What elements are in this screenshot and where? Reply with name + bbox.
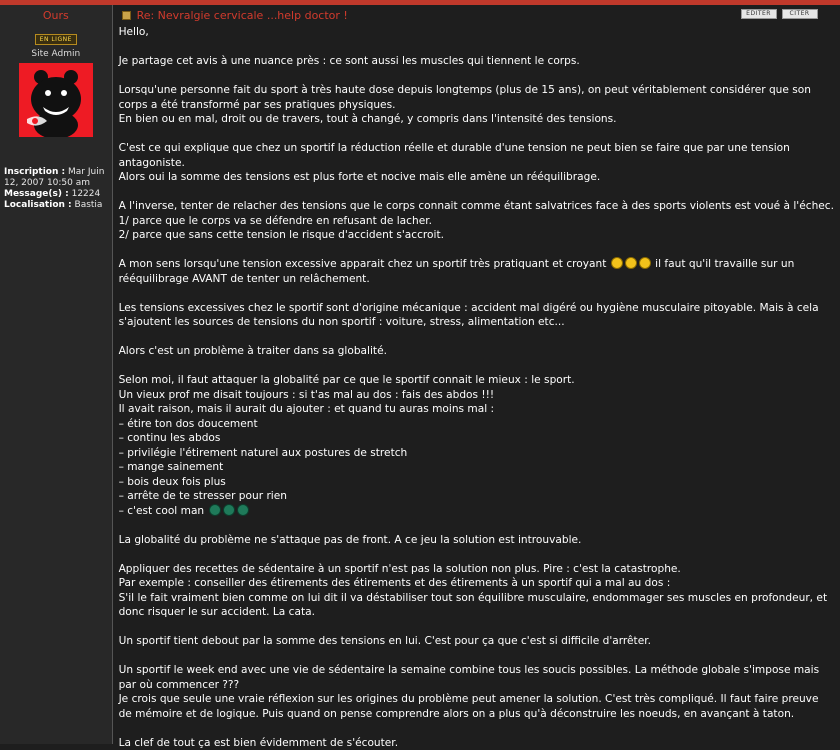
list-last-text: – c'est cool man [119, 505, 205, 517]
grin-smiley-icon [209, 504, 221, 516]
confused-smiley-icon [625, 257, 637, 269]
post-icon [122, 11, 131, 20]
user-info [0, 167, 112, 211]
location-row [4, 200, 112, 211]
paragraph-5b: il faut qu'il travaille sur un rééquilibrage AVANT de tenter un relâchement. [119, 258, 795, 285]
list-item: – arrête de te stresser pour rien [119, 489, 834, 504]
confused-smiley-icon [639, 257, 651, 269]
messages-row [4, 189, 112, 200]
list-item: – privilégie l'étirement naturel aux postures de stretch [119, 446, 834, 461]
paragraph-11: Un sportif tient debout par la somme des tensions en lui. C'est pour ça que c'est si difficile d'arrêter. [119, 634, 834, 649]
paragraph-5 [119, 257, 834, 286]
inscription-value: Mar Juin 12, 2007 10:50 am [4, 167, 104, 188]
avatar [19, 63, 93, 137]
list-item: – mange sainement [119, 460, 834, 475]
paragraph-10b: Par exemple : conseiller des étirements des étirements et des étirements à un sportif qui a mal au dos : [119, 576, 834, 591]
paragraph-5a: A mon sens lorsqu'une tension excessive apparait chez un sportif très pratiquant et croyant [119, 258, 607, 270]
paragraph-2a: Lorsqu'une personne fait du sport à très haute dose depuis longtemps (plus de 15 ans), on peut véritablement considérer que son corps a été transformé par ses pratiques physiques. [119, 83, 834, 112]
user-profile-panel [0, 5, 113, 744]
post-body [113, 5, 840, 744]
list-item: – continu les abdos [119, 431, 834, 446]
list-item: – étire ton dos doucement [119, 417, 834, 432]
inscription-row [4, 167, 112, 189]
list-item-last [119, 504, 834, 519]
paragraph-1: Je partage cet avis à une nuance près : ce sont aussi les muscles qui tiennent le corps. [119, 54, 834, 69]
forum-post-row [0, 5, 840, 744]
bear-avatar-icon [19, 63, 93, 137]
paragraph-8a: Selon moi, il faut attaquer la globalité par ce que le sportif connait le mieux : le sport. [119, 373, 834, 388]
paragraph-9: La globalité du problème ne s'attaque pas de front. A ce jeu la solution est introuvable. [119, 533, 834, 548]
post-content [119, 25, 834, 750]
paragraph-10a: Appliquer des recettes de sédentaire à un sportif n'est pas la solution non plus. Pire : c'est la catastrophe. [119, 562, 834, 577]
paragraph-6: Les tensions excessives chez le sportif sont d'origine mécanique : accident mal digéré ou hygiène musculaire pitoyable. Mais à cela s'ajoutent les sources de tensions du non sportif : voiture, stress, alimentation etc... [119, 301, 834, 330]
list-item: – bois deux fois plus [119, 475, 834, 490]
paragraph-7: Alors c'est un problème à traiter dans sa globalité. [119, 344, 834, 359]
post-title-link[interactable]: Re: Nevralgie cervicale ...help doctor ! [137, 9, 348, 23]
paragraph-13: La clef de tout ça est bien évidemment de s'écouter. [119, 736, 834, 750]
paragraph-8c: Il avait raison, mais il aurait du ajouter : et quand tu auras moins mal : [119, 402, 834, 417]
location-label: Localisation : [4, 200, 72, 210]
paragraph-12a: Un sportif le week end avec une vie de sédentaire la semaine combine tous les soucis possibles. La méthode globale s'impose mais par où commencer ??? [119, 663, 834, 692]
messages-label: Message(s) : [4, 189, 69, 199]
inscription-label: Inscription : [4, 167, 65, 177]
paragraph-3b: Alors oui la somme des tensions est plus forte et nocive mais elle amène un rééquilibrage. [119, 170, 834, 185]
grin-smiley-icon [237, 504, 249, 516]
paragraph-4a: A l'inverse, tenter de relacher des tensions que le corps connait comme étant salvatrices face à des sports violents est voué à l'échec. [119, 199, 834, 214]
username-link[interactable]: Ours [0, 10, 112, 22]
paragraph-2b: En bien ou en mal, droit ou de travers, tout à changé, y compris dans l'intensité des tensions. [119, 112, 834, 127]
confused-smiley-icon [611, 257, 623, 269]
paragraph-4c: 2/ parce que sans cette tension le risque d'accident s'accroit. [119, 228, 834, 243]
paragraph-12b: Je crois que seule une vraie réflexion sur les origines du problème peut amener la solution. C'est très compliqué. Il faut faire preuve de mémoire et de logique. Puis quand on pense comprendre alors on a plus qu'à déconstruire les noeuds, en avançant à taton. [119, 692, 834, 721]
edit-button[interactable]: EDITER [741, 9, 777, 19]
paragraph-4b: 1/ parce que le corps va se défendre en refusant de lacher. [119, 214, 834, 229]
grin-smiley-icon [223, 504, 235, 516]
status-badge-wrap [0, 26, 112, 45]
location-value: Bastia [75, 200, 103, 210]
user-role: Site Admin [0, 49, 112, 59]
paragraph-10c: S'il le fait vraiment bien comme on lui dit il va déstabiliser tout son équilibre musculaire, endommager ses muscles en profondeur, et donc risquer le sur accident. La cata. [119, 591, 834, 620]
greeting: Hello, [119, 25, 834, 40]
quote-button[interactable]: CITER [782, 9, 818, 19]
post-header [119, 5, 834, 25]
paragraph-8b: Un vieux prof me disait toujours : si t'as mal au dos : fais des abdos !!! [119, 388, 834, 403]
online-status-badge: EN LIGNE [35, 34, 77, 45]
paragraph-3a: C'est ce qui explique que chez un sportif la réduction réelle et durable d'une tension ne peut bien se faire que par une tension antagoniste. [119, 141, 834, 170]
messages-value: 12224 [72, 189, 101, 199]
